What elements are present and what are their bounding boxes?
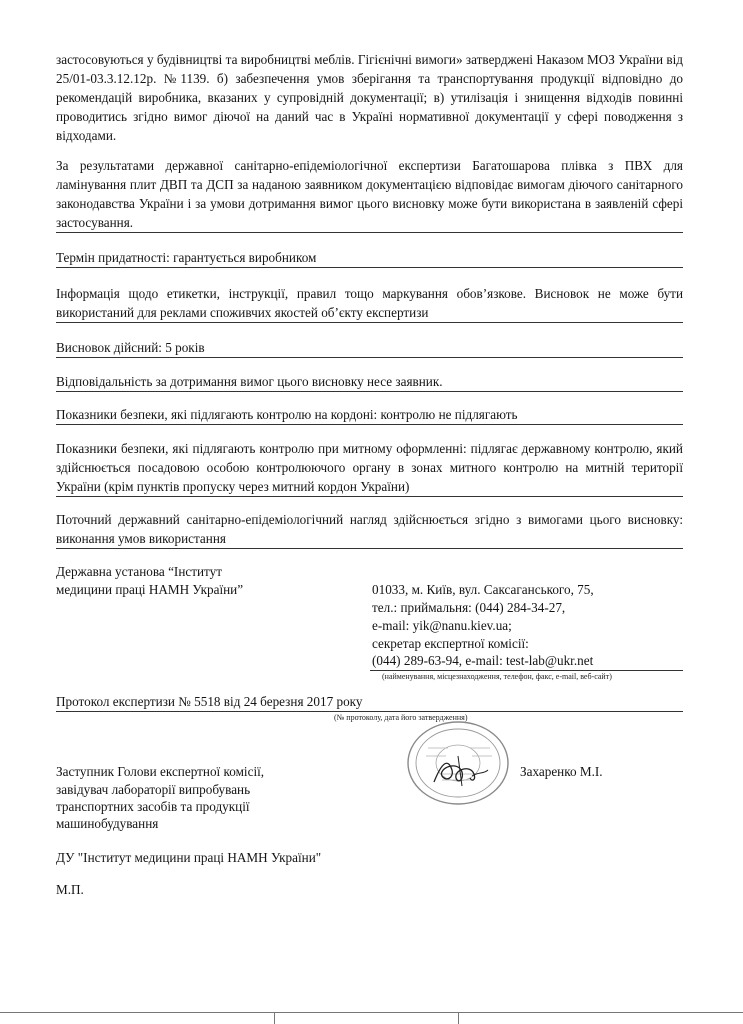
divider [56,711,683,712]
intro-paragraph: застосовуються у будівництві та виробництві меблів. Гігієнічні вимоги» затверджені Наказом МОЗ України від 25/01-03.3.12.12р. №1139. б) забезпечення умов зберігання та транспортування продукції відповідно до рекомендацій виробника, вказаних у супровідній документації; в) утилізація і знищення відходів повинні проводитись згідно вимог діючої на даний час в Україні нормативної документації у сфері поводження з відходами. [56,52,683,143]
institution-name-line2: медицини праці НАМН України” [56,582,244,597]
customs-control: Показники безпеки, які підлягають контролю при митному оформленні: підлягає державному контролю, який здійснюється посадовою особою контролюючого органу в зонах митного контролю на митній території України (крім пунктів пропуску через митний кордон України) [56,441,683,494]
divider [56,232,683,233]
divider [56,391,683,392]
signature-icon [428,752,492,788]
divider [56,357,683,358]
signatory-title-line4: машинобудування [56,816,159,831]
supervision: Поточний державний санітарно-епідеміологічний нагляд здійснюється згідно з вимогами цього висновку: виконання умов використання [56,512,683,546]
institution-address-line5: (044) 289-63-94, e-mail: test-lab@ukr.net [372,653,594,668]
responsibility: Відповідальність за дотримання вимог цього висновку несе заявник. [56,374,443,389]
signatory-name: Захаренко М.І. [520,764,603,779]
divider [56,267,683,268]
signatory-title-line1: Заступник Голови експертної комісії, [56,764,265,779]
organization-name: ДУ "Інститут медицини праці НАМН України" [56,850,322,865]
address-underline [370,670,683,671]
divider [56,548,683,549]
footer-line [0,1012,743,1013]
protocol-line: Протокол експертизи № 5518 від 24 березня 2017 року [56,694,363,709]
divider [56,496,683,497]
conclusion-paragraph: За результатами державної санітарно-епідеміологічної експертизи Багатошарова плівка з ПВХ для ламінування плит ДВП та ДСП за наданою заявником документацією відповідає вимогам діючого санітарного законодавства України і за умови дотримання вимог цього висновку може бути використана в заявленій сфері застосування. [56,158,683,230]
institution-name-line1: Державна установа “Інститут [56,564,223,579]
institution-caption: (найменування, місцезнаходження, телефон, факс, e-mail, веб-сайт) [382,672,612,681]
footer-tick [458,1012,459,1024]
shelf-life: Термін придатності: гарантується виробником [56,250,317,265]
divider [56,424,683,425]
validity: Висновок дійсний: 5 років [56,340,205,355]
signatory-title-line3: транспортних засобів та продукції [56,799,250,814]
border-control: Показники безпеки, які підлягають контролю на кордоні: контролю не підлягають [56,407,518,422]
institution-address-line4: секретар експертної комісії: [372,636,529,651]
institution-address-line1: 01033, м. Київ, вул. Саксаганського, 75, [372,582,594,597]
divider [56,322,683,323]
signatory-title-line2: завідувач лабораторії випробувань [56,782,251,797]
footer-tick [274,1012,275,1024]
institution-address-line2: тел.: приймальня: (044) 284-34-27, [372,600,566,615]
stamp-place-label: М.П. [56,882,84,897]
labeling-info: Інформація щодо етикетки, інструкції, правил тощо маркування обов’язкове. Висновок не може бути використаний для реклами споживчих якостей об’єкту експертизи [56,286,683,320]
protocol-caption: (№ протоколу, дата його затвердження) [334,713,468,722]
institution-address-line3: e-mail: yik@nanu.kiev.ua; [372,618,512,633]
